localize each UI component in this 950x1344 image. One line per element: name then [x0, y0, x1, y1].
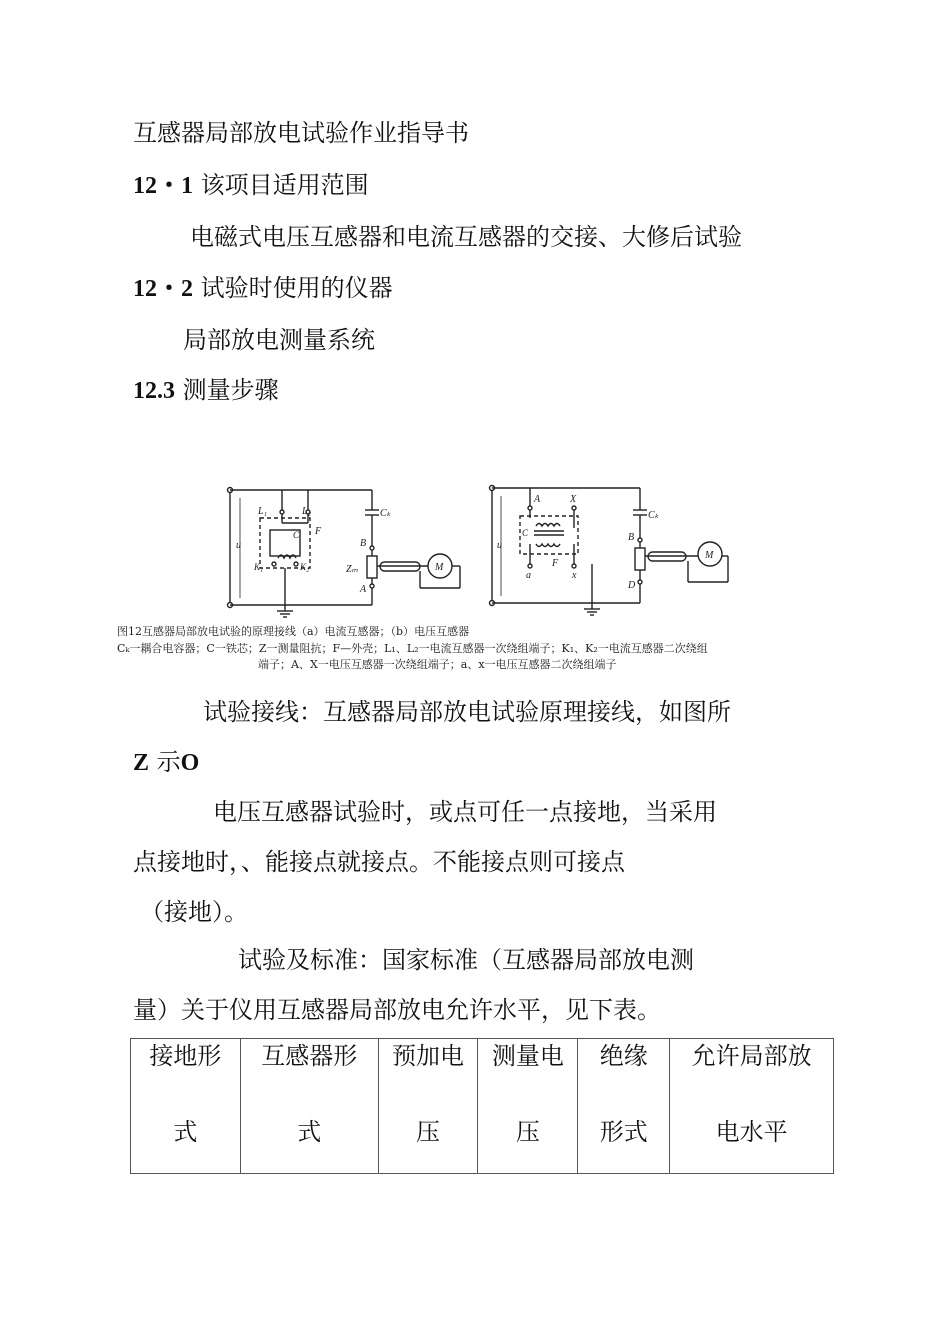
label-a: a	[526, 570, 531, 581]
header-text: 形式	[599, 1118, 648, 1146]
table-header-cell	[478, 1039, 578, 1174]
text-fragment: 示	[156, 748, 181, 776]
label-Ck: Cₖ	[380, 508, 391, 519]
section-12-2-heading	[133, 273, 393, 304]
label-L1: L₁	[258, 506, 268, 517]
label-x: x	[572, 570, 577, 581]
figure-caption-legend-line2: 端子；A、X一电压互感器一次绕组端子；a、x一电压互感器二次绕组端子	[258, 658, 617, 671]
section-12-3-heading	[133, 375, 279, 406]
label-u: u	[236, 540, 241, 551]
section-title: 试验时使用的仪器	[200, 274, 393, 302]
table-header-cell	[240, 1039, 378, 1174]
header-text: 预加电	[392, 1042, 465, 1070]
text-fragment: O	[180, 750, 200, 776]
label-K1: K₁	[254, 562, 264, 572]
section-12-1-body: 电磁式电压互感器和电流互感器的交接、大修后试验	[190, 223, 742, 251]
label-F: F	[315, 526, 322, 537]
label-D: D	[628, 580, 636, 591]
label-Ck: Cₖ	[648, 510, 659, 521]
section-number: 12.3	[133, 378, 175, 404]
label-Zm: Zₘ	[346, 564, 358, 575]
label-u: u	[497, 540, 502, 551]
header-text: 式	[173, 1118, 198, 1146]
label-M: M	[435, 562, 444, 573]
label-A: A	[534, 494, 541, 505]
header-text: 互感器形	[261, 1042, 358, 1070]
header-text: 式	[297, 1118, 322, 1146]
label-F: F	[552, 558, 559, 569]
text-fragment: Z	[133, 750, 150, 776]
wiring-paragraph-line1: 试验接线：互感器局部放电试验原理接线，如图所	[203, 698, 731, 726]
label-X: X	[570, 494, 577, 505]
header-text: 接地形	[149, 1042, 222, 1070]
wiring-paragraph-line2	[133, 747, 199, 778]
table-header-cell	[131, 1039, 241, 1174]
grounding-paragraph-line1: 电压互感器试验时，或点可任一点接地，当采用	[213, 798, 717, 826]
label-L2: L₂	[302, 506, 312, 517]
circuit-a-current-transformer	[228, 488, 461, 618]
standards-paragraph-line2: 量）关于仪用互感器局部放电允许水平，见下表。	[133, 996, 661, 1024]
label-C: C	[522, 528, 529, 538]
section-12-2-body: 局部放电测量系统	[183, 326, 375, 354]
figure-caption-title: 图12互感器局部放电试验的原理接线（a）电流互感器；（b）电压互感器	[117, 625, 470, 638]
table-header-row	[131, 1039, 834, 1174]
table-header-cell	[670, 1039, 834, 1174]
label-B: B	[628, 532, 635, 543]
document-title: 互感器局部放电试验作业指导书	[133, 119, 469, 147]
header-text: 绝缘	[599, 1042, 648, 1070]
pd-level-table	[130, 1038, 834, 1174]
header-text: 压	[416, 1118, 441, 1146]
section-12-1-heading	[133, 170, 369, 201]
header-text: 允许局部放	[691, 1042, 812, 1070]
section-number: 12・2	[133, 276, 193, 302]
label-M: M	[705, 550, 714, 561]
section-title: 测量步骤	[182, 376, 279, 404]
section-number: 12・1	[133, 173, 193, 199]
label-B: B	[360, 538, 367, 549]
header-text: 测量电	[491, 1042, 564, 1070]
label-C: C	[293, 530, 300, 540]
pd-test-circuit-figure	[220, 478, 780, 618]
table-header-cell	[578, 1039, 670, 1174]
header-text: 压	[515, 1118, 540, 1146]
table-header-cell	[378, 1039, 478, 1174]
label-A: A	[360, 584, 367, 595]
grounding-paragraph-line2: 点接地时，、能接点就接点。不能接点则可接点	[133, 848, 625, 876]
circuit-b-voltage-transformer	[490, 486, 729, 616]
grounding-paragraph-line3: （接地）。	[140, 898, 248, 926]
figure-caption-legend-line1: Cₖ一耦合电容器；C一铁芯；Z一测量阻抗；F—外壳；L₁、L₂一电流互感器一次绕组端子；K₁、K₂一电流互感器二次绕组	[117, 642, 708, 655]
header-text: 电水平	[715, 1118, 788, 1146]
label-K2: K₂	[300, 562, 310, 572]
standards-paragraph-line1: 试验及标准：国家标准（互感器局部放电测	[238, 946, 694, 974]
section-title: 该项目适用范围	[200, 171, 369, 199]
